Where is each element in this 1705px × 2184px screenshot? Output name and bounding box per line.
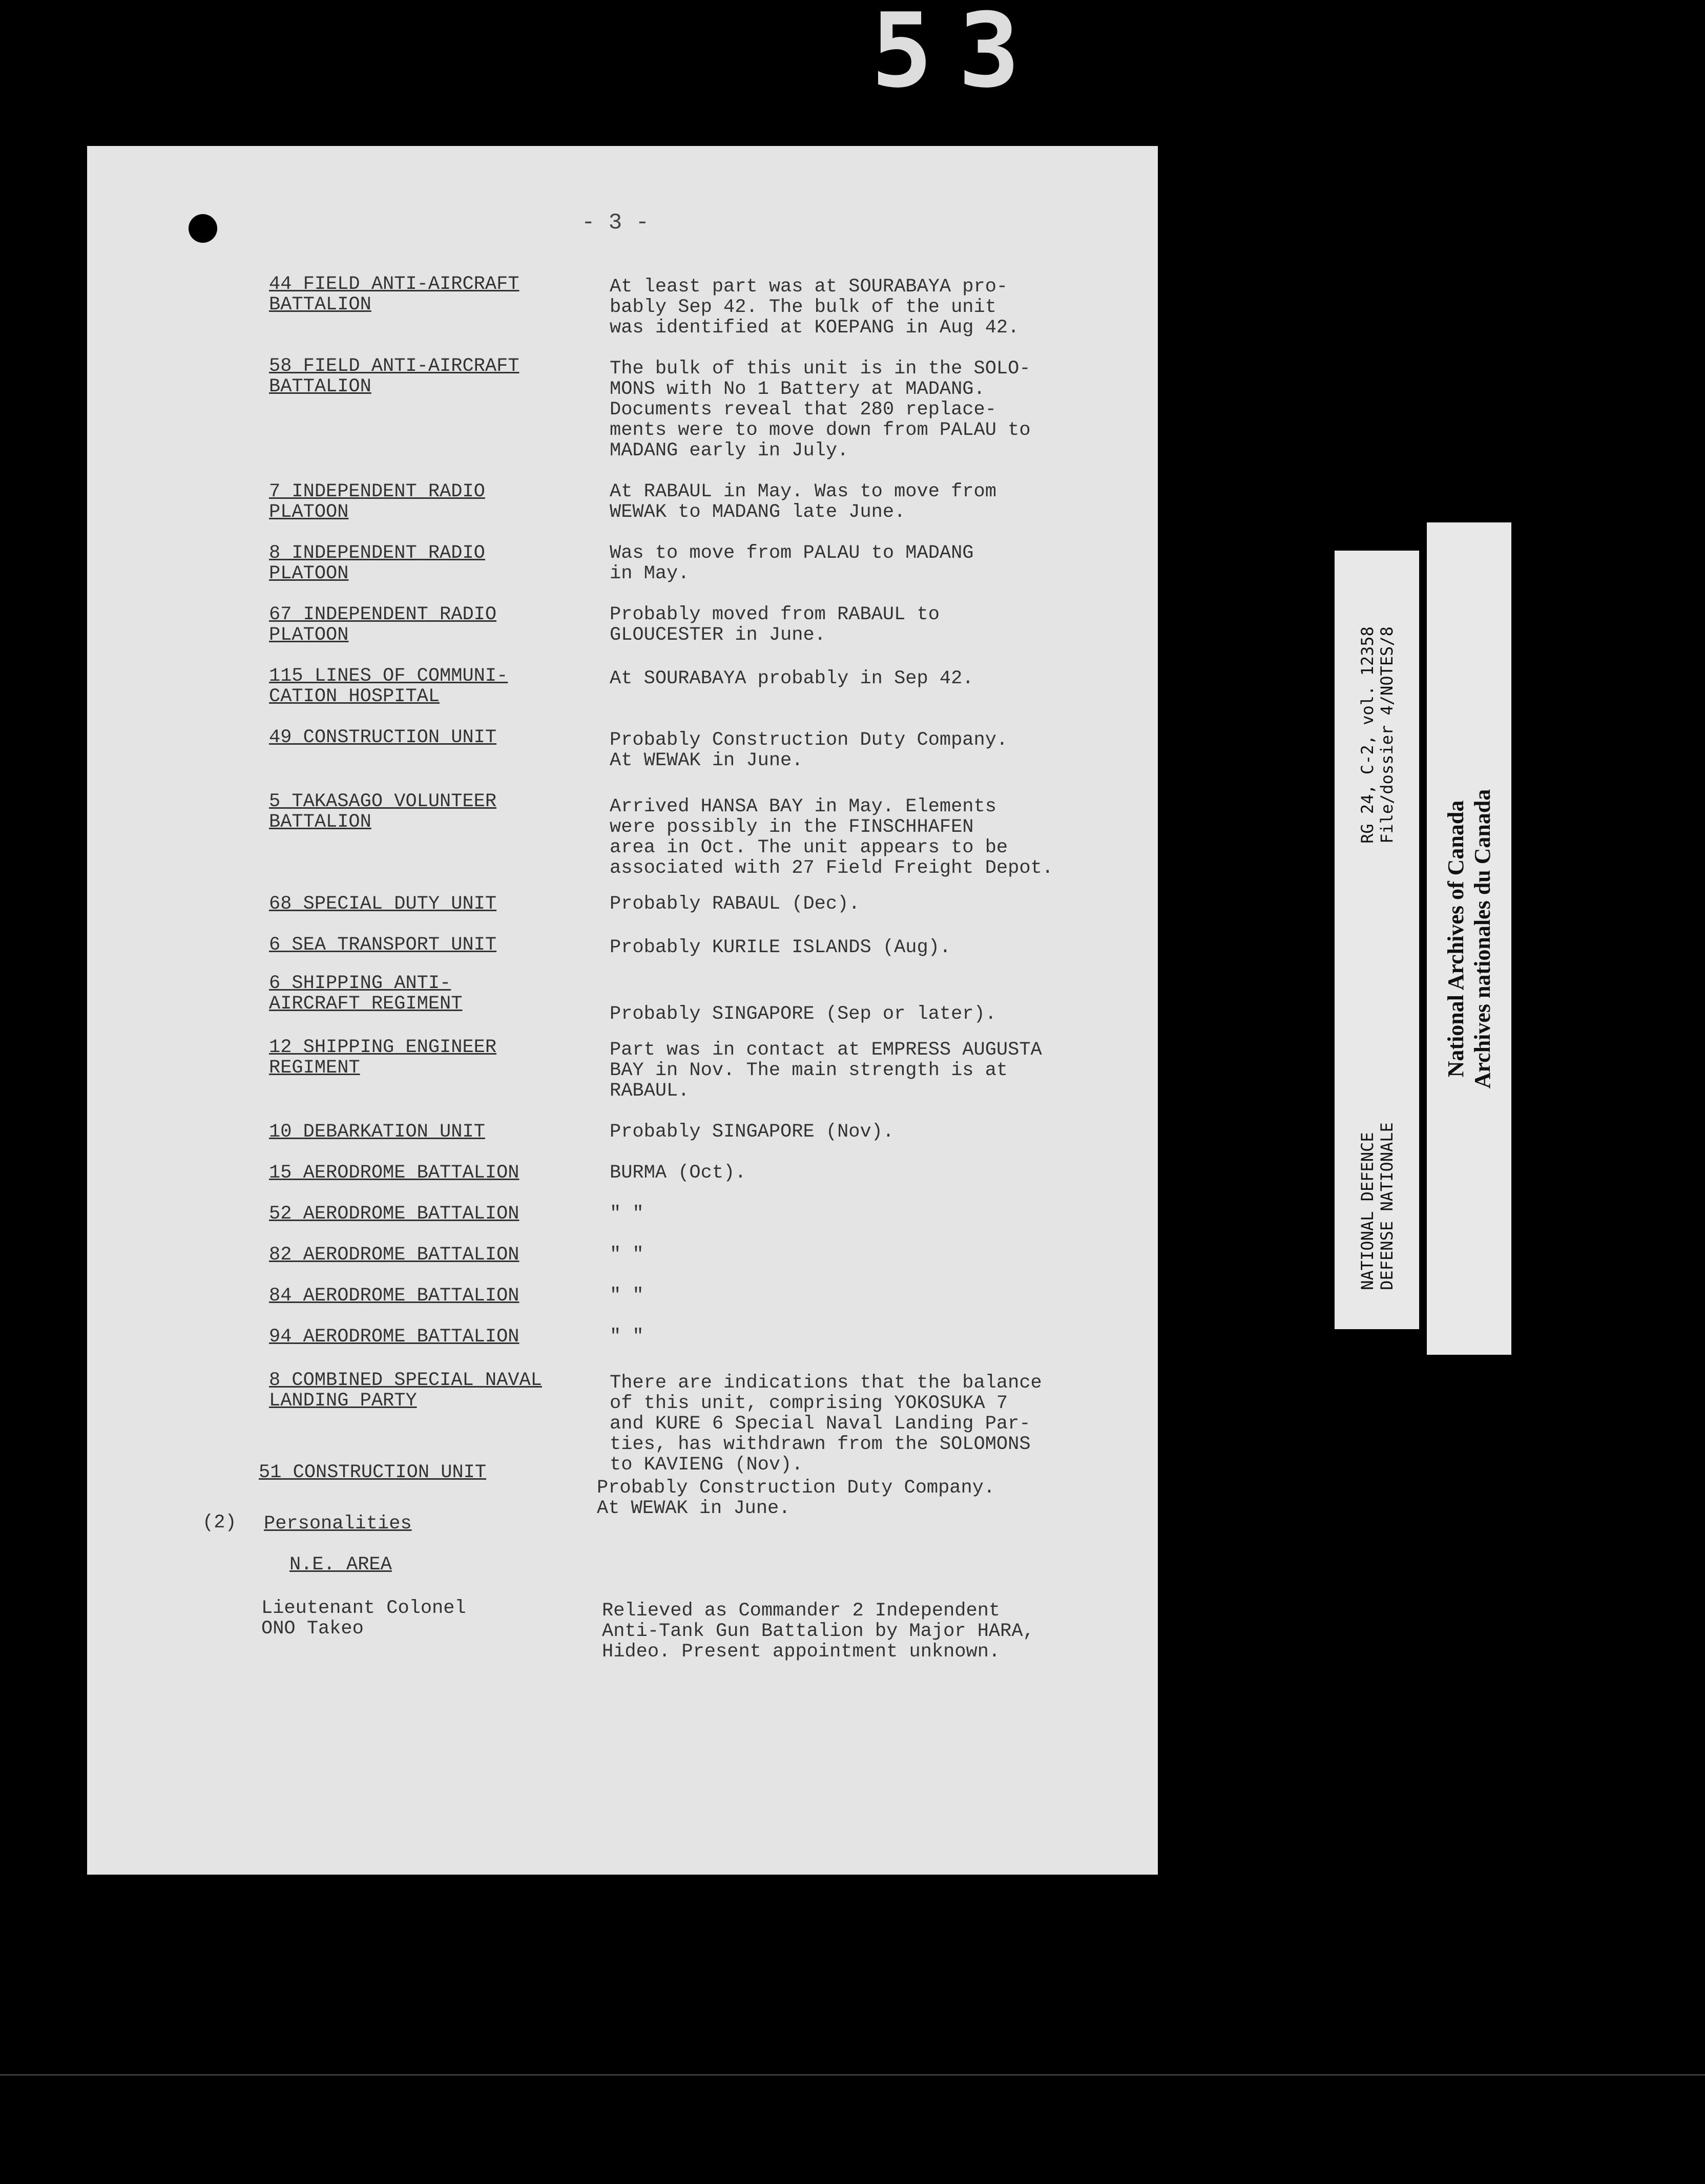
unit-name: 8 INDEPENDENT RADIO PLATOON [269,542,485,584]
unit-name: 58 FIELD ANTI-AIRCRAFT BATTALION [269,355,519,397]
unit-name: 8 COMBINED SPECIAL NAVAL LANDING PARTY [269,1370,542,1412]
unit-description: Arrived HANSA BAY in May. Elements were possibly in the FINSCHHAFEN area in Oct. The unit appears to be associated with 27 Field Freight Depot. [610,796,1053,879]
unit-name: 94 AERODROME BATTALION [269,1326,519,1348]
unit-description: At RABAUL in May. Was to move from WEWAK to MADANG late June. [610,481,996,523]
frame-number: 53 [871,0,1046,111]
person-description: Relieved as Commander 2 Independent Anti-Tank Gun Battalion by Major HARA, Hideo. Present appointment unknown. [602,1600,1034,1663]
unit-name: 82 AERODROME BATTALION [269,1244,519,1266]
unit-name: 84 AERODROME BATTALION [269,1285,519,1307]
unit-description: The bulk of this unit is in the SOLO- MONS with No 1 Battery at MADANG. Documents reveal that 280 replace- ments were to move down from PALAU to MADANG early in July. [610,358,1031,461]
unit-name: 51 CONSTRUCTION UNIT [259,1462,487,1483]
section-number: (2) [202,1512,237,1534]
archive-reference-label [1335,551,1419,1329]
subsection-title: N.E. AREA [289,1554,392,1576]
film-edge-rule [0,2074,1705,2075]
unit-name: 44 FIELD ANTI-AIRCRAFT BATTALION [269,274,519,316]
document-page [87,146,1158,1875]
unit-description: BURMA (Oct). [610,1162,746,1184]
unit-description: Probably RABAUL (Dec). [610,893,860,915]
punch-hole [189,214,217,243]
archives-canada-label [1427,522,1511,1355]
unit-description: There are indications that the balance of this unit, comprising YOKOSUKA 7 and KURE 6 Special Naval Landing Par- ties, has withdrawn from the SOLOMONS to KAVIENG (Nov). [610,1372,1042,1476]
unit-description: " " [610,1203,644,1225]
unit-description: Probably moved from RABAUL to GLOUCESTER in June. [610,604,940,646]
unit-name: 15 AERODROME BATTALION [269,1162,519,1184]
archive-reference: RG 24, C-2, vol. 12358 File/dossier 4/NOTES/8 [1357,626,1397,844]
unit-name: 49 CONSTRUCTION UNIT [269,727,497,748]
unit-name: 67 INDEPENDENT RADIO PLATOON [269,604,497,646]
unit-name: 115 LINES OF COMMUNI- CATION HOSPITAL [269,665,508,707]
unit-name: 52 AERODROME BATTALION [269,1203,519,1225]
unit-name: 5 TAKASAGO VOLUNTEER BATTALION [269,791,497,833]
unit-description: Probably SINGAPORE (Nov). [610,1121,895,1143]
unit-description: Probably Construction Duty Company. At WEWAK in June. [610,729,1008,771]
section-title: Personalities [264,1513,412,1535]
unit-description: Probably SINGAPORE (Sep or later). [610,1003,996,1025]
unit-description: Was to move from PALAU to MADANG in May. [610,542,974,584]
page-number: - 3 - [581,210,650,236]
unit-name: 68 SPECIAL DUTY UNIT [269,893,497,915]
unit-description: At SOURABAYA probably in Sep 42. [610,668,974,689]
unit-description: Probably Construction Duty Company. At WEWAK in June. [597,1477,995,1519]
department-label: NATIONAL DEFENCE DEFENSE NATIONALE [1357,1122,1397,1290]
person-name: Lieutenant Colonel ONO Takeo [261,1598,466,1640]
unit-description: Part was in contact at EMPRESS AUGUSTA BAY in Nov. The main strength is at RABAUL. [610,1039,1042,1102]
unit-description: " " [610,1244,644,1266]
unit-name: 7 INDEPENDENT RADIO PLATOON [269,481,485,523]
unit-description: " " [610,1326,644,1348]
unit-name: 6 SEA TRANSPORT UNIT [269,934,497,956]
unit-name: 6 SHIPPING ANTI- AIRCRAFT REGIMENT [269,973,463,1015]
archives-name: National Archives of Canada Archives nationales du Canada [1443,789,1495,1088]
unit-description: " " [610,1285,644,1307]
unit-name: 10 DEBARKATION UNIT [269,1121,485,1143]
unit-name: 12 SHIPPING ENGINEER REGIMENT [269,1037,497,1079]
unit-description: Probably KURILE ISLANDS (Aug). [610,937,951,958]
unit-description: At least part was at SOURABAYA pro- bably Sep 42. The bulk of the unit was identified at KOEPANG in Aug 42. [610,276,1020,339]
